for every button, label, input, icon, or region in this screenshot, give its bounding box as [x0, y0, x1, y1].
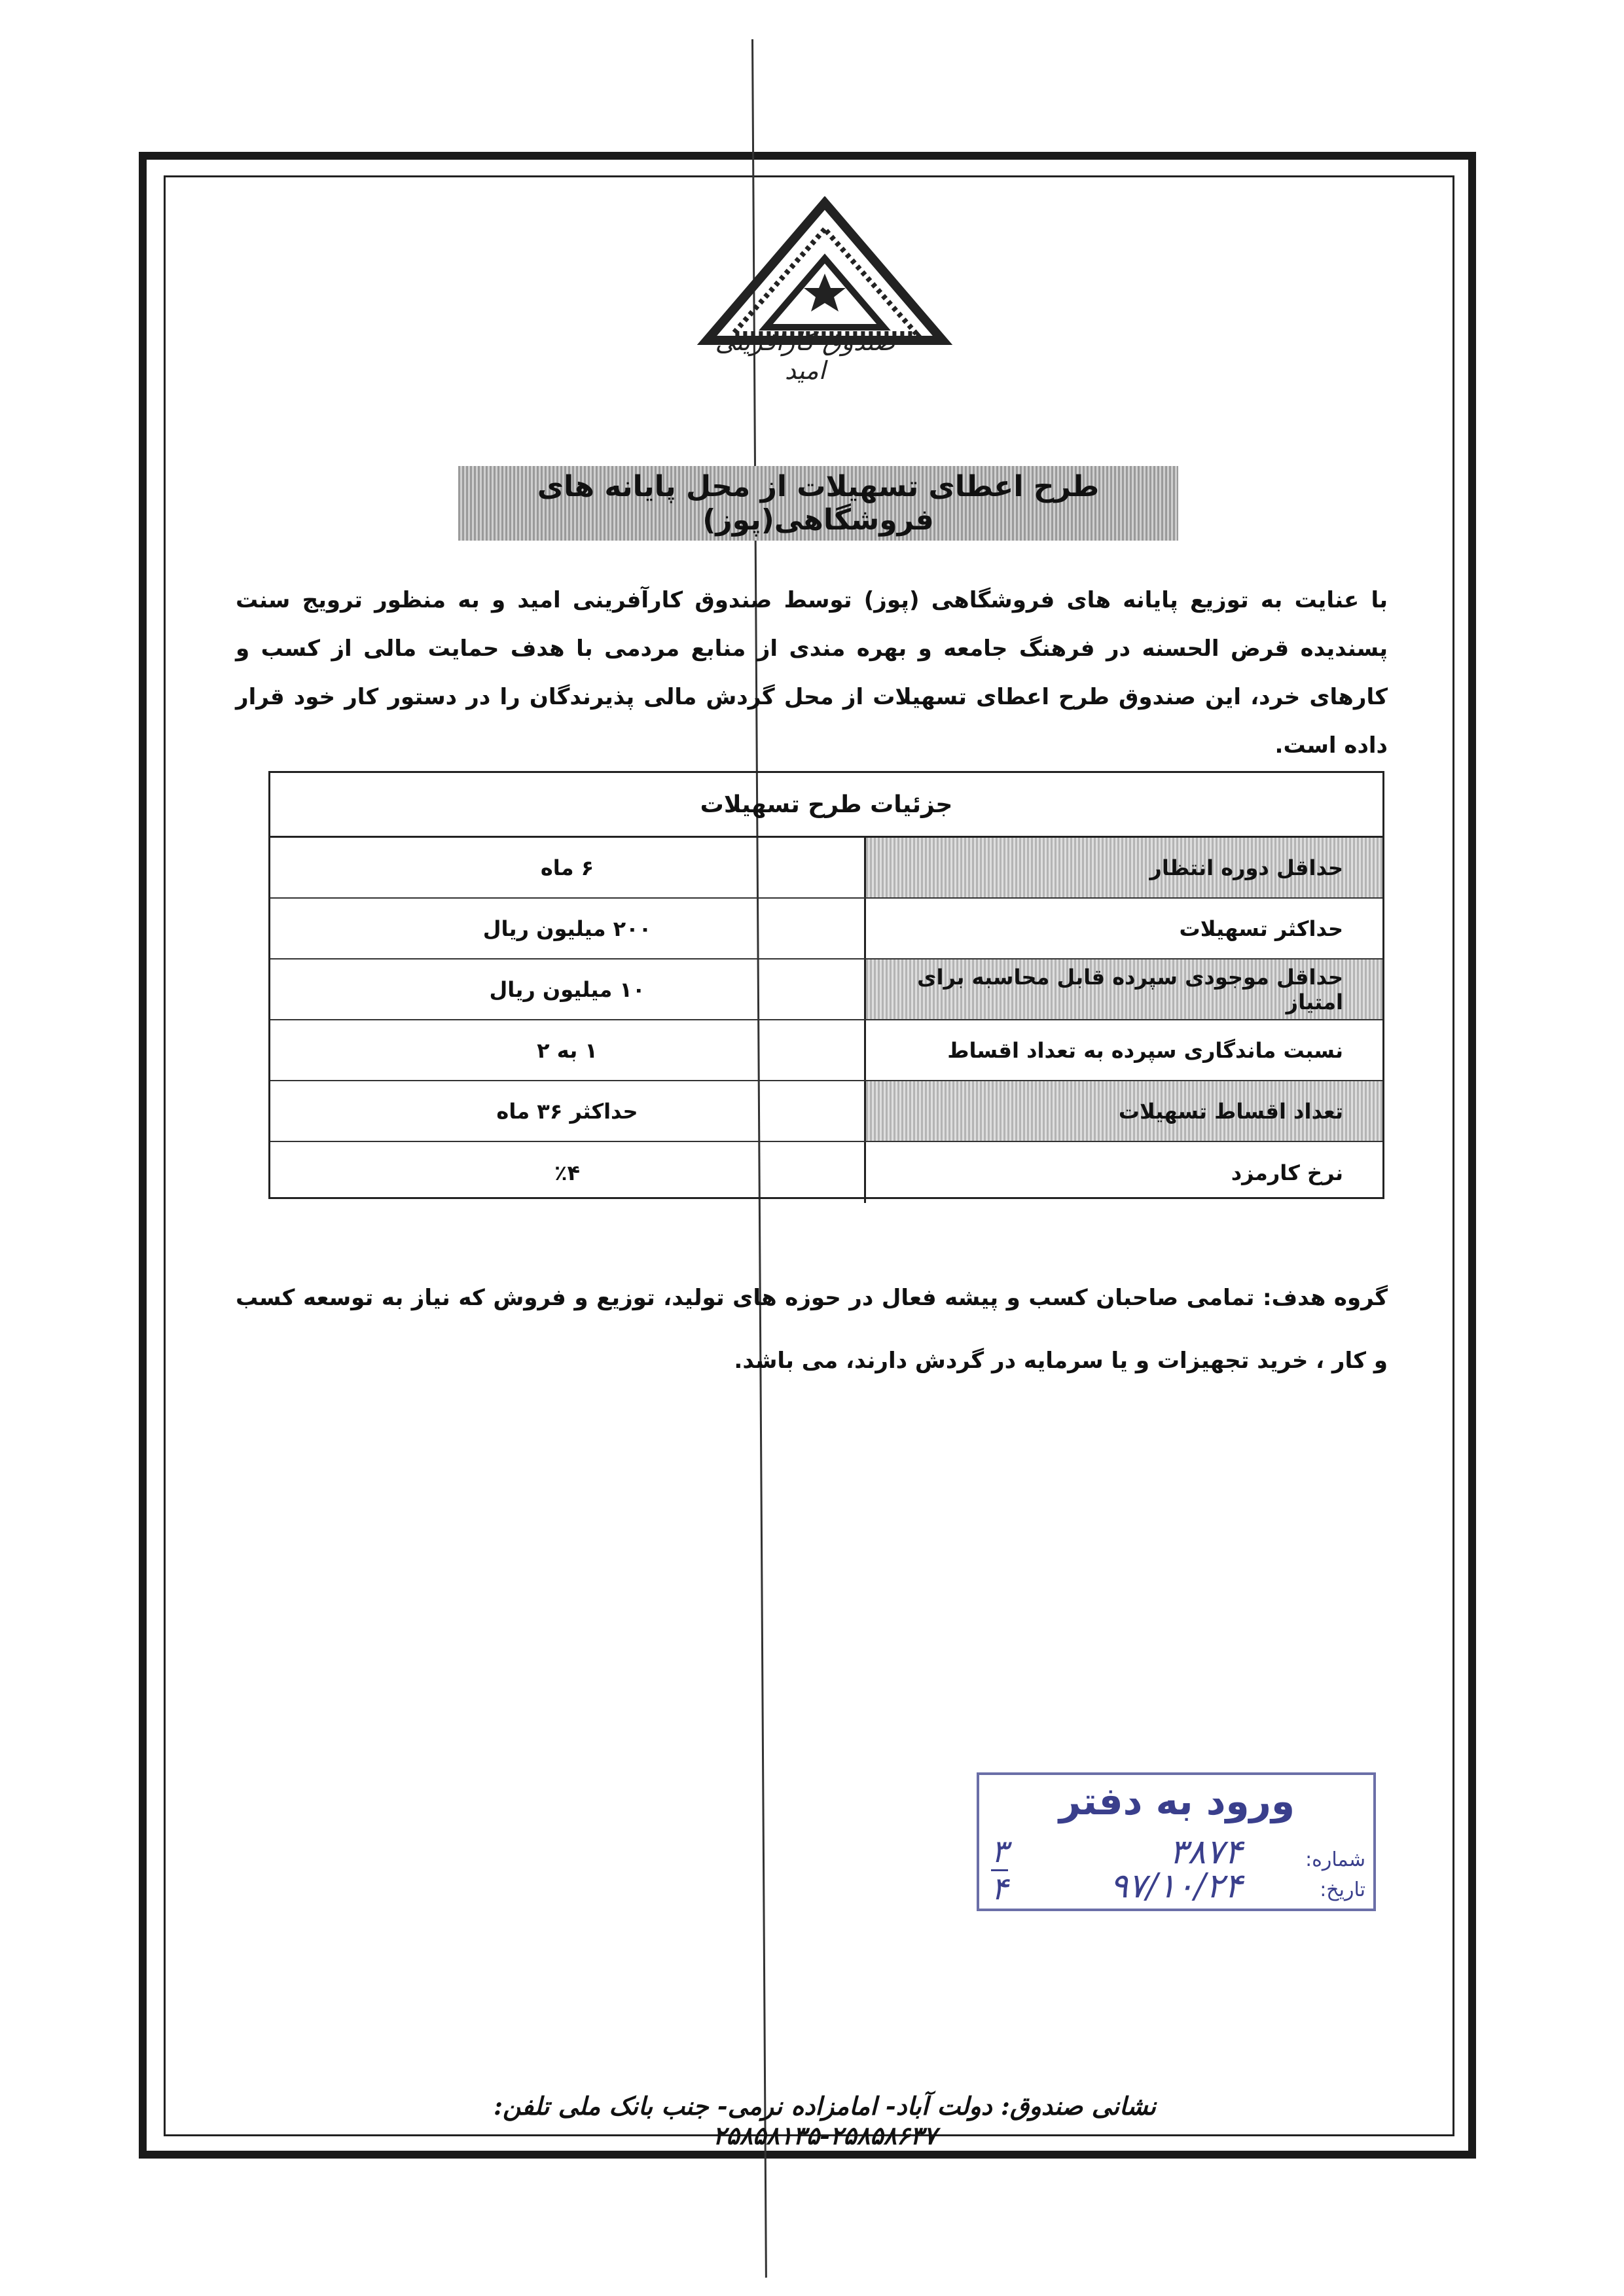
row-value: حداکثر ۳۶ ماه — [496, 1098, 638, 1124]
table-row — [270, 1142, 1382, 1203]
stamp-date-value: ۹۷/۱۰/۲۴ — [1110, 1867, 1242, 1906]
row-value: ۶ ماه — [540, 855, 594, 880]
stamp-number-label: شماره: — [1305, 1848, 1365, 1871]
row-label: حداقل موجودی سپرده قابل محاسبه برای امتیاز — [864, 960, 1382, 1019]
row-value: ۲۰۰ میلیون ریال — [482, 916, 652, 941]
row-value: ۱۰ میلیون ریال — [489, 977, 645, 1002]
row-label: تعداد اقساط تسهیلات — [864, 1081, 1382, 1141]
table-row — [270, 1081, 1382, 1142]
logo-text: صندوق کارآفرینی امید — [715, 327, 895, 385]
stamp-page-fraction — [991, 1834, 1008, 1907]
target-group-paragraph: گروه هدف: تمامی صاحبان کسب و پیشه فعال در حوزه های تولید، توزیع و فروش که نیاز به توسعه کسب و کار ، خرید تجهیزات و یا سرمایه در گردش دارند، می باشد. — [236, 1285, 1388, 1374]
row-label: نرخ کارمزد — [864, 1142, 1382, 1203]
row-value: ٪۴ — [554, 1160, 581, 1185]
row-label: نسبت ماندگاری سپرده به تعداد اقساط — [864, 1020, 1382, 1080]
table-row — [270, 960, 1382, 1020]
stamp-number-value: ۳۸۷۴ — [1169, 1833, 1242, 1872]
stamp-page-total: ۴ — [991, 1871, 1008, 1907]
row-label: حداکثر تسهیلات — [864, 899, 1382, 958]
table-row — [270, 838, 1382, 899]
facility-details-table — [268, 771, 1384, 1199]
stamp-date-label: تاریخ: — [1320, 1878, 1365, 1901]
document-title: طرح اعطای تسهیلات از محل پایانه های فروشگاهی(پوز) — [458, 466, 1178, 541]
row-label: حداقل دوره انتظار — [864, 838, 1382, 897]
row-value: ۱ به ۲ — [537, 1037, 598, 1063]
table-row — [270, 899, 1382, 960]
stamp-page-current: ۳ — [991, 1833, 1008, 1870]
intro-paragraph: با عنایت به توزیع پایانه های فروشگاهی (پوز) توسط صندوق کارآفرینی امید و به منظور ترویج سنت پسندیده قرض الحسنه در فرهنگ جامعه و بهره مندی از منابع مردمی با هدف حمایت مالی از کسب و کارهای خرد، این صندوق طرح اعطای تسهیلات از محل گردش مالی پذیرندگان را در دستور کار خود قرار داده است. — [236, 587, 1388, 759]
table-row — [270, 1020, 1382, 1081]
footer-address: نشانی صندوق: دولت آباد- امامزاده نرمی- جنب بانک ملی تلفن: ۲۵۸۵۸۶۳۷-۲۵۸۵۸۱۳۵ — [494, 2091, 1156, 2150]
stamp-title: ورود به دفتر — [1058, 1779, 1295, 1823]
office-entry-stamp — [977, 1772, 1376, 1911]
table-title: جزئیات طرح تسهیلات — [270, 773, 1382, 838]
